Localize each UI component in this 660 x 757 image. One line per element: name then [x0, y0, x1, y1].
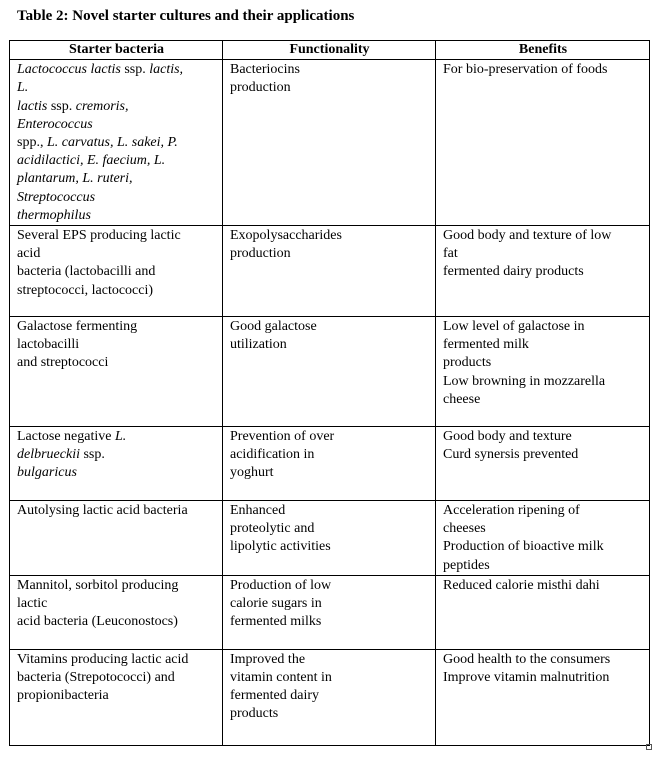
cell-line: Bacteriocins — [230, 62, 300, 78]
text: ssp. — [120, 62, 150, 78]
cell-line — [17, 577, 216, 595]
cell-benefits — [436, 317, 650, 427]
italic-text: L. — [114, 429, 127, 445]
table-row — [10, 575, 650, 649]
text: acid — [17, 246, 41, 262]
text: and streptococci — [17, 355, 109, 371]
cell-line: Low level of galactose in — [443, 319, 585, 335]
cell-line: proteolytic and — [230, 521, 315, 537]
text: spp., — [17, 135, 47, 151]
cell-benefits — [436, 60, 650, 226]
cell-line: Reduced calorie misthi dahi — [443, 577, 600, 593]
italic-text: lactis — [17, 98, 48, 114]
cell-line — [17, 651, 216, 669]
cell-line: For bio-preservation of foods — [443, 62, 608, 78]
cell-benefits — [436, 649, 650, 745]
cell-line: cheeses — [443, 521, 486, 537]
cell-benefits — [436, 501, 650, 576]
italic-text: acidilactici, E. faecium, L. — [17, 153, 166, 169]
cell-line: calorie sugars in — [230, 596, 322, 612]
cell-line: Curd synersis prevented — [443, 447, 579, 463]
cell-line — [17, 336, 216, 354]
italic-text: thermophilus — [17, 207, 91, 223]
table-row — [10, 427, 650, 501]
cell-line — [17, 98, 216, 116]
cell-line — [17, 428, 216, 446]
cell-line — [17, 79, 216, 97]
cell-starter-bacteria — [10, 649, 223, 745]
cell-line: Production of bioactive milk — [443, 539, 604, 555]
cell-line — [17, 170, 216, 188]
table-row — [10, 60, 650, 226]
cell-line: Exopolysaccharides — [230, 228, 342, 244]
cell-starter-bacteria — [10, 60, 223, 226]
text: bacteria (Strepotococci) and — [17, 670, 175, 686]
cell-line — [17, 354, 216, 372]
cell-line: Prevention of over — [230, 429, 335, 445]
cell-line: Good health to the consumers — [443, 651, 611, 667]
text: Mannitol, sorbitol producing — [17, 577, 179, 593]
cell-line — [17, 613, 216, 631]
italic-text: lactis, — [149, 62, 184, 78]
cell-line: Improved the — [230, 651, 306, 667]
cell-line: lipolytic activities — [230, 539, 331, 555]
cell-line — [17, 282, 216, 300]
cell-line — [17, 61, 216, 79]
cell-line — [17, 502, 216, 520]
cell-line — [17, 595, 216, 613]
header-row — [10, 41, 650, 60]
header-benefits: Benefits — [436, 41, 650, 60]
cell-line: production — [230, 80, 291, 96]
text: streptococci, lactococci) — [17, 282, 154, 298]
paragraph-end-mark — [646, 744, 652, 750]
cell-benefits — [436, 427, 650, 501]
cell-line: peptides — [443, 557, 490, 573]
cell-line — [17, 116, 216, 134]
cell-line: vitamin content in — [230, 670, 332, 686]
cell-line: fermented dairy products — [443, 264, 584, 280]
italic-text: L. — [17, 80, 29, 96]
italic-text: cremoris, — [75, 98, 129, 114]
italic-text: L. carvatus, L. sakei, P. — [46, 135, 178, 151]
text: propionibacteria — [17, 688, 109, 704]
cell-line: utilization — [230, 337, 287, 353]
cell-line: acidification in — [230, 447, 315, 463]
italic-text: delbrueckii — [17, 447, 80, 463]
cell-line: production — [230, 246, 291, 262]
cell-line: fermented dairy — [230, 688, 320, 704]
cell-line — [17, 318, 216, 336]
table-caption: Table 2: Novel starter cultures and their applications — [17, 8, 355, 24]
text: Galactose fermenting — [17, 319, 138, 335]
text: Autolysing lactic acid bacteria — [17, 503, 188, 519]
header-functionality: Functionality — [223, 41, 436, 60]
cell-line: fat — [443, 246, 458, 262]
cell-line — [17, 446, 216, 464]
cell-line — [17, 263, 216, 281]
cell-line: yoghurt — [230, 465, 274, 481]
table-row — [10, 501, 650, 576]
cell-line: Acceleration ripening of — [443, 503, 580, 519]
cell-starter-bacteria — [10, 501, 223, 576]
cell-functionality — [223, 427, 436, 501]
cell-functionality — [223, 649, 436, 745]
cell-line: fermented milk — [443, 337, 529, 353]
table-row — [10, 226, 650, 317]
cell-functionality — [223, 575, 436, 649]
cell-starter-bacteria — [10, 427, 223, 501]
text: Several EPS producing lactic — [17, 228, 181, 244]
cell-line: Enhanced — [230, 503, 286, 519]
cell-line: products — [443, 355, 492, 371]
cell-functionality — [223, 226, 436, 317]
cell-line — [17, 687, 216, 705]
cell-line — [17, 207, 216, 225]
header-starter-bacteria: Starter bacteria — [10, 41, 223, 60]
text: lactic — [17, 596, 48, 612]
cell-line — [17, 245, 216, 263]
cell-line: Good body and texture of low — [443, 228, 612, 244]
cell-benefits — [436, 226, 650, 317]
table-row — [10, 317, 650, 427]
cell-benefits — [436, 575, 650, 649]
italic-text: Lactococcus lactis — [17, 62, 121, 78]
text: Vitamins producing lactic acid — [17, 651, 189, 667]
cell-functionality — [223, 317, 436, 427]
cell-functionality — [223, 501, 436, 576]
italic-text: Streptococcus — [17, 189, 96, 205]
text: ssp. — [79, 447, 105, 463]
starter-cultures-table — [9, 40, 650, 746]
cell-line — [17, 227, 216, 245]
text: bacteria (lactobacilli and — [17, 264, 156, 280]
cell-line: Improve vitamin malnutrition — [443, 670, 610, 686]
cell-line: products — [230, 706, 279, 722]
cell-line — [17, 152, 216, 170]
italic-text: plantarum, L. ruteri, — [17, 171, 133, 187]
cell-line: cheese — [443, 391, 481, 407]
italic-text: Enterococcus — [17, 116, 93, 132]
cell-starter-bacteria — [10, 575, 223, 649]
cell-line: Good body and texture — [443, 429, 572, 445]
cell-line: Production of low — [230, 577, 332, 593]
text: acid bacteria (Leuconostocs) — [17, 614, 178, 630]
cell-line — [17, 134, 216, 152]
text: lactobacilli — [17, 337, 80, 353]
italic-text: bulgaricus — [17, 465, 77, 481]
cell-line — [17, 464, 216, 482]
text: Lactose negative — [17, 429, 115, 445]
cell-functionality — [223, 60, 436, 226]
cell-line: fermented milks — [230, 614, 322, 630]
cell-line — [17, 189, 216, 207]
cell-line: Good galactose — [230, 319, 317, 335]
cell-line — [17, 669, 216, 687]
cell-line: Low browning in mozzarella — [443, 373, 606, 389]
cell-starter-bacteria — [10, 226, 223, 317]
text: ssp. — [47, 98, 76, 114]
cell-starter-bacteria — [10, 317, 223, 427]
table-row — [10, 649, 650, 745]
